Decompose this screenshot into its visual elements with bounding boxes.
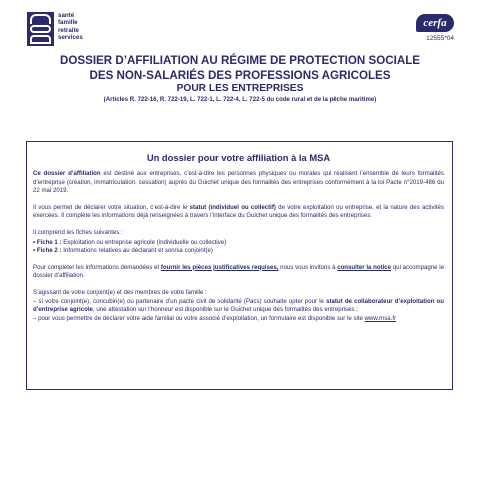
page-title-line2: DES NON-SALARIÉS DES PROFESSIONS AGRICOLES <box>89 68 391 82</box>
list-item-label: • Fiche 1 : <box>33 238 62 246</box>
list-item-text: Exploitation ou entreprise agricole (individuelle ou collective) <box>61 238 227 246</box>
text: – pour vous permettre de déclarer votre aide familial ou votre associé d’exploitation, un formulaire est disponible sur le site <box>33 314 363 322</box>
paragraph-status <box>33 204 444 221</box>
list-intro: Il comprend les fiches suivantes : <box>33 228 123 236</box>
text: S’agissant de votre conjoint(e) et des membres de votre famille : <box>33 288 207 296</box>
text: qui accompagne le dossier d’affiliation. <box>33 263 444 280</box>
bold-text: Ce dossier d’affiliation <box>33 170 101 177</box>
bold-underlined-text: fournir les pièces justificatives requises, <box>160 263 279 271</box>
page-title-line1: DOSSIER D’AFFILIATION AU RÉGIME DE PROTECTION SOCIALE <box>59 54 421 67</box>
paragraph-documents <box>33 264 444 281</box>
msa-logo <box>27 12 83 46</box>
msa-logo-text <box>58 12 83 41</box>
list-item-text: Informations relatives au déclarant et son/sa conjoint(e) <box>61 247 213 255</box>
legal-references: (Articles R. 722-16, R. 722-19, L. 722-1, L. 722-4, L. 722-5 du code rural et de la pêche maritime) <box>103 96 377 103</box>
info-box-title: Un dossier pour votre affiliation à la MSA <box>146 152 331 163</box>
logo-line: famille <box>58 19 78 27</box>
title-block <box>20 54 460 105</box>
info-box <box>26 141 453 390</box>
paragraph-family <box>33 289 444 323</box>
form-number: 12555*04 <box>426 35 454 42</box>
bold-text: statut (individuel ou collectif) <box>189 203 276 211</box>
text: , une attestation sur l’honneur est disponible sur le Guichet unique des formalités des entreprises ; <box>92 306 358 314</box>
cerfa-logo: cerfa <box>416 14 454 32</box>
list-item <box>33 239 444 248</box>
list-item-label: • Fiche 2 : <box>33 247 62 255</box>
list-item <box>33 247 444 256</box>
bold-text: statut de collaborateur d’exploitation ou d’entreprise agricole <box>33 297 444 314</box>
logo-line: services <box>58 33 83 41</box>
text: Il vous permet de déclarer votre situation, c’est-à-dire le <box>33 203 190 211</box>
paragraph-fiches <box>33 229 444 256</box>
logo-line: santé <box>58 12 75 19</box>
text: est destiné aux entreprises, c’est-à-dire les personnes physiques ou morales qui réalisent l’ensemble de leurs formalités d’entreprise (création, immatriculation, cessation) auprès du Guichet unique des formalités des entreprises conformément à la loi Pacte n°2019-486 du 22 mai 2019. <box>33 170 444 195</box>
text: nous vous invitons à <box>278 263 338 271</box>
text: de votre exploitation ou entreprise, et la nature des activités exercées. Il complète les informations déjà renseignées à travers l’interface du Guichet unique des formalités des entreprises. <box>33 203 444 220</box>
text: – si votre conjoint(e), concubin(e) ou partenaire d’un pacte civil de solidarité (Pacs) souhaite opter pour le <box>33 297 327 305</box>
msa-logo-icon <box>27 12 54 46</box>
page-subtitle: POUR LES ENTREPRISES <box>176 83 304 94</box>
notice-link[interactable]: consulter la notice <box>337 263 392 271</box>
text: Pour compléter les informations demandées et <box>33 263 161 271</box>
logo-line: retraite <box>58 26 79 34</box>
msa-website-link[interactable]: www.msa.fr <box>364 314 397 322</box>
paragraph-purpose <box>33 170 444 196</box>
